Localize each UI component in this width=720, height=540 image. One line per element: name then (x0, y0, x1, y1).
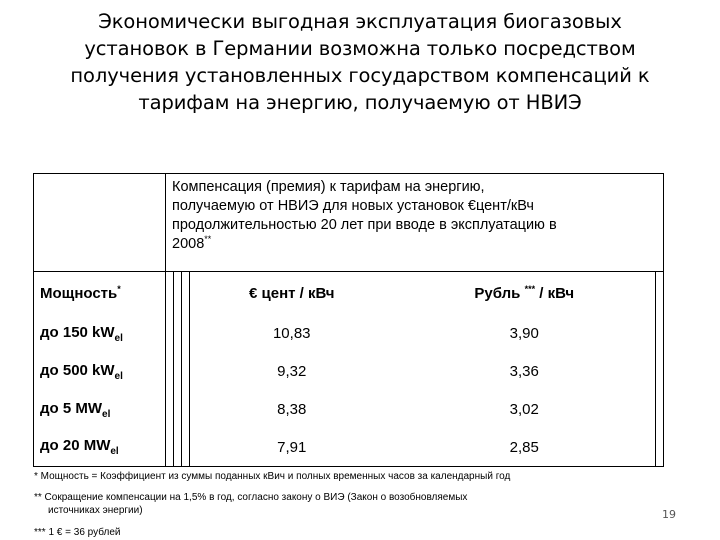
footnote-reduction (34, 491, 594, 517)
header-line: Компенсация (премия) к тарифам на энергию, (172, 179, 485, 195)
eur-cell: 10,83 (190, 315, 394, 353)
eur-cell: 8,38 (190, 391, 394, 429)
footnote-mark: * (117, 283, 121, 294)
title-line: тарифам на энергию, получаемую от НВИЭ (138, 91, 582, 114)
tariff-table (33, 173, 664, 467)
rub-cell: 3,02 (394, 391, 656, 429)
title-line: Экономически выгодная эксплуатация биогазовых (98, 10, 622, 33)
page-number: 19 (662, 508, 676, 521)
thin-column (182, 272, 190, 315)
footnote-power: * Мощность = Коэффициент из суммы поданных кВич и полных временных часов за календарный год (34, 471, 511, 482)
footnote-mark: *** (524, 283, 536, 294)
slide-title (30, 8, 690, 116)
table-row (34, 429, 664, 467)
thin-column (166, 272, 174, 315)
rub-column-header: Рубль *** / кВч (394, 272, 656, 315)
power-cell: до 5 $MW_{el}$ (34, 391, 166, 429)
power-cell: до 20 $MW_{el}$ (34, 429, 166, 467)
footnote-mark: ** (204, 234, 212, 245)
table-row (34, 353, 664, 391)
column-header-row (34, 272, 664, 315)
header-line: продолжительностью 20 лет при вводе в эксплуатацию в (172, 217, 557, 233)
footnote-line: источниках энергии) (48, 505, 143, 516)
table-row (34, 391, 664, 429)
title-line: установок в Германии возможна только посредством (84, 37, 636, 60)
compensation-header (166, 174, 664, 272)
header-line: 2008** (172, 234, 212, 252)
empty-corner-cell (34, 174, 166, 272)
title-line: получения установленных государством компенсаций к (70, 64, 650, 87)
thin-column (656, 272, 664, 315)
eur-column-header: € цент / кВч (190, 272, 394, 315)
rub-cell: 3,90 (394, 315, 656, 353)
footnote-line: ** Сокращение компенсации на 1,5% в год, согласно закону о ВИЭ (Закон о возобновляемых (34, 492, 468, 503)
power-cell: до 500 $kW_{el}$ (34, 353, 166, 391)
power-cell: до 150 $kW_{el}$ (34, 315, 166, 353)
power-column-header: Мощность* (34, 272, 166, 315)
rub-cell: 2,85 (394, 429, 656, 467)
rub-cell: 3,36 (394, 353, 656, 391)
footnote-exchange-rate: *** 1 € = 36 рублей (34, 527, 121, 538)
eur-cell: 9,32 (190, 353, 394, 391)
table-row (34, 315, 664, 353)
eur-cell: 7,91 (190, 429, 394, 467)
thin-column (174, 272, 182, 315)
header-line: получаемую от НВИЭ для новых установок €цент/кВч (172, 198, 534, 214)
